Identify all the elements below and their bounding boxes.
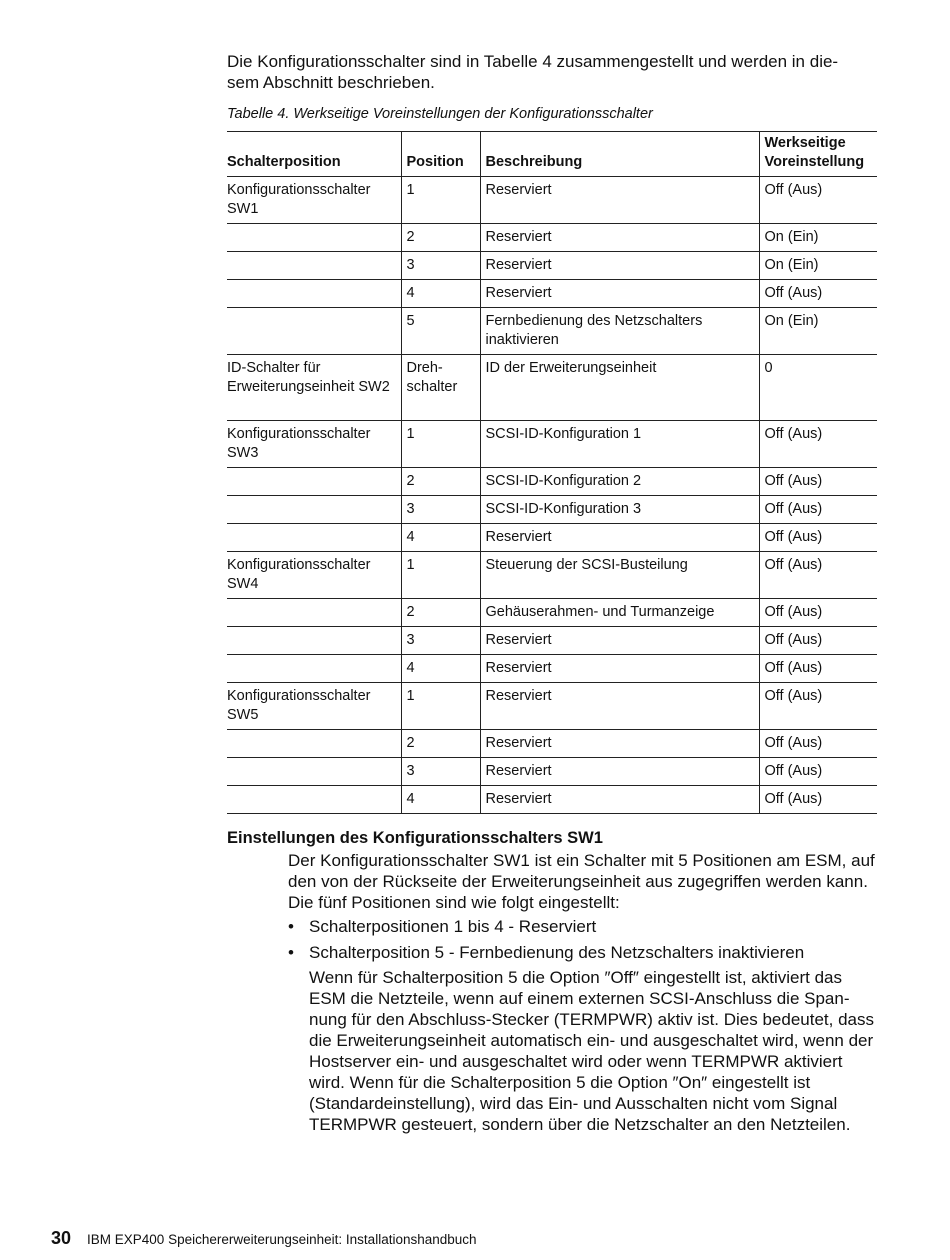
cell-position: 1 (401, 177, 480, 224)
cell-position: 1 (401, 421, 480, 468)
section-heading: Einstellungen des Konfigurationsschalters SW1 (227, 829, 603, 847)
cell-switch (227, 627, 401, 655)
cell-switch: Konfigurationsschalter SW3 (227, 421, 401, 468)
cell-switch (227, 786, 401, 814)
table-row (227, 177, 877, 224)
cell-default: Off (Aus) (759, 599, 877, 627)
cell-default: Off (Aus) (759, 655, 877, 683)
bullet-text: Schalterpositionen 1 bis 4 - Reserviert (309, 917, 597, 936)
footer-title: IBM EXP400 Speichererweiterungseinheit: Installationshandbuch (87, 1232, 477, 1247)
header-position: Position (401, 132, 480, 177)
cell-default: Off (Aus) (759, 758, 877, 786)
table-row (227, 308, 877, 355)
cell-description: Reserviert (480, 252, 759, 280)
cell-switch (227, 468, 401, 496)
bullet-text: Schalterposition 5 - Fernbedienung des Netzschalters inaktivieren (309, 943, 805, 962)
cell-default: Off (Aus) (759, 280, 877, 308)
cell-switch (227, 252, 401, 280)
page-number: 30 (51, 1228, 72, 1248)
table-row (227, 468, 877, 496)
intro-paragraph: Die Konfigurationsschalter sind in Tabelle 4 zusammengestellt und werden in die-sem Abschnitt beschrieben. (227, 52, 839, 92)
cell-switch (227, 655, 401, 683)
list-item (288, 942, 878, 1135)
cell-position: 5 (401, 308, 480, 355)
cell-position: 2 (401, 599, 480, 627)
cell-switch (227, 280, 401, 308)
cell-position: 1 (401, 683, 480, 730)
cell-position: 2 (401, 224, 480, 252)
table-row (227, 496, 877, 524)
cell-position: 3 (401, 496, 480, 524)
cell-switch: Konfigurationsschalter SW1 (227, 177, 401, 224)
list-item (288, 916, 878, 937)
cell-position: 3 (401, 627, 480, 655)
cell-switch (227, 758, 401, 786)
table-row (227, 224, 877, 252)
header-schalterposition: Schalterposition (227, 132, 401, 177)
cell-position: 3 (401, 252, 480, 280)
cell-description: Reserviert (480, 758, 759, 786)
cell-description: Reserviert (480, 524, 759, 552)
cell-default: On (Ein) (759, 308, 877, 355)
cell-default: Off (Aus) (759, 730, 877, 758)
cell-description: Fernbedienung des Netzschalters inaktivieren (480, 308, 759, 355)
cell-default: Off (Aus) (759, 627, 877, 655)
cell-description: Reserviert (480, 280, 759, 308)
cell-switch: Konfigurationsschalter SW4 (227, 552, 401, 599)
cell-switch (227, 496, 401, 524)
cell-position: 2 (401, 730, 480, 758)
cell-position: 4 (401, 786, 480, 814)
cell-description: Steuerung der SCSI-Busteilung (480, 552, 759, 599)
table-row (227, 252, 877, 280)
table-row (227, 599, 877, 627)
cell-description: SCSI-ID-Konfiguration 2 (480, 468, 759, 496)
cell-switch (227, 730, 401, 758)
bullet-detail-paragraph: Wenn für Schalterposition 5 die Option ″Off″ eingestellt ist, aktiviert das ESM die Netzteile, wenn auf einem externen SCSI-Anschluss die Span-nung für den Abschluss-Stecker (TERMPWR) aktiv ist. Dies bedeutet, dass die Erweiterungseinheit automatisch ein- und ausgeschaltet wird, wenn der Hostserver ein- und ausgeschaltet wird oder wenn TERMPWR aktiviert wird. Wenn für die Schalterposition 5 die Option ″On″ eingestellt ist (Standardeinstellung), wird das Ein- und Ausschalten nicht vom Signal TERMPWR gesteuert, sondern über die Netzschalter an den Netzteilen. (309, 968, 875, 1134)
cell-position: 4 (401, 655, 480, 683)
bullet-list (288, 916, 878, 1140)
cell-switch (227, 224, 401, 252)
bullet-icon: • (288, 917, 294, 936)
cell-switch (227, 308, 401, 355)
table-row (227, 524, 877, 552)
table-row (227, 786, 877, 814)
header-voreinstellung: Werkseitige Voreinstellung (759, 132, 877, 177)
cell-description: Gehäuserahmen- und Turmanzeige (480, 599, 759, 627)
section-paragraph: Der Konfigurationsschalter SW1 ist ein Schalter mit 5 Positionen am ESM, auf den von der Rückseite der Erweiterungseinheit aus zugegriffen werden kann. Die fünf Positionen sind wie folgt eingestellt: (288, 851, 875, 912)
cell-default: Off (Aus) (759, 496, 877, 524)
page-footer (51, 1228, 477, 1249)
cell-default: Off (Aus) (759, 552, 877, 599)
cell-position: 4 (401, 280, 480, 308)
table-row (227, 355, 877, 421)
cell-description: Reserviert (480, 224, 759, 252)
cell-position: 4 (401, 524, 480, 552)
cell-default: Off (Aus) (759, 177, 877, 224)
cell-default: Off (Aus) (759, 468, 877, 496)
cell-description: ID der Erweiterungseinheit (480, 355, 759, 421)
cell-default: On (Ein) (759, 224, 877, 252)
cell-switch: Konfigurationsschalter SW5 (227, 683, 401, 730)
cell-default: 0 (759, 355, 877, 421)
cell-description: Reserviert (480, 627, 759, 655)
cell-switch: ID-Schalter für Erweiterungseinheit SW2 (227, 355, 401, 421)
cell-default: Off (Aus) (759, 786, 877, 814)
switch-table (227, 131, 877, 814)
cell-description: Reserviert (480, 683, 759, 730)
bullet-icon: • (288, 943, 294, 962)
table-row (227, 552, 877, 599)
cell-position: 1 (401, 552, 480, 599)
cell-description: SCSI-ID-Konfiguration 3 (480, 496, 759, 524)
table-row (227, 730, 877, 758)
header-beschreibung: Beschreibung (480, 132, 759, 177)
cell-default: Off (Aus) (759, 683, 877, 730)
table-row (227, 758, 877, 786)
table-row (227, 627, 877, 655)
cell-switch (227, 599, 401, 627)
table-row (227, 683, 877, 730)
table-row (227, 421, 877, 468)
table-header-row (227, 132, 877, 177)
cell-description: Reserviert (480, 730, 759, 758)
cell-default: Off (Aus) (759, 421, 877, 468)
cell-default: Off (Aus) (759, 524, 877, 552)
cell-switch (227, 524, 401, 552)
table-caption: Tabelle 4. Werkseitige Voreinstellungen der Konfigurationsschalter (227, 106, 653, 122)
cell-description: Reserviert (480, 786, 759, 814)
cell-position: 2 (401, 468, 480, 496)
cell-description: Reserviert (480, 177, 759, 224)
cell-position: Dreh-schalter (401, 355, 480, 421)
table-row (227, 280, 877, 308)
cell-description: Reserviert (480, 655, 759, 683)
cell-position: 3 (401, 758, 480, 786)
table-row (227, 655, 877, 683)
cell-description: SCSI-ID-Konfiguration 1 (480, 421, 759, 468)
cell-default: On (Ein) (759, 252, 877, 280)
